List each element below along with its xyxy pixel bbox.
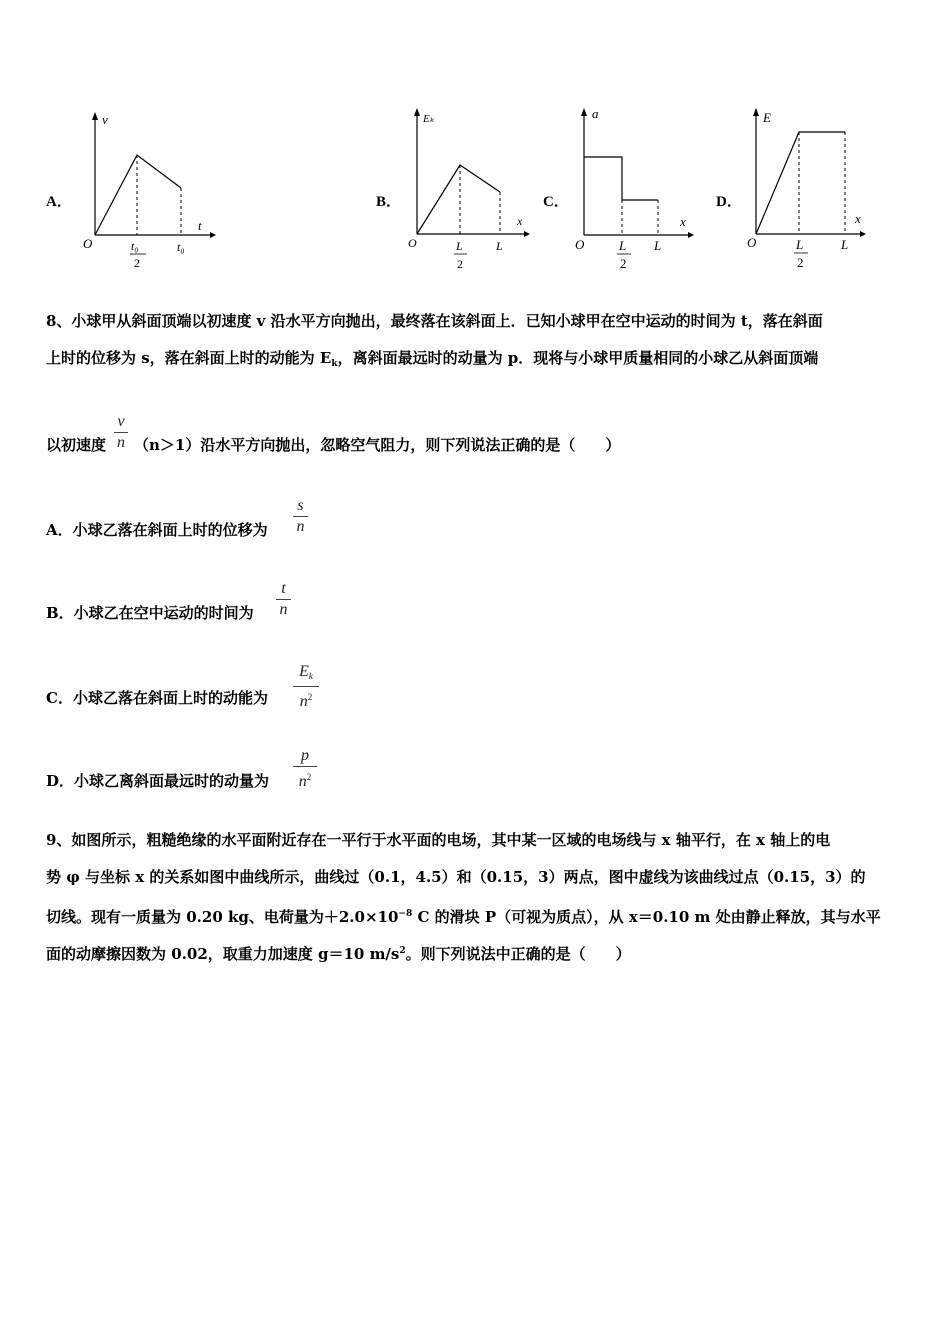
q8-line-2: 上时的位移为 s，落在斜面上时的动能为 $E_k$，离斜面最远时的动量为 p．现将与小球甲质量相同的小球乙从斜面顶端	[46, 349, 819, 369]
graph-d-tick1-den: 2	[797, 255, 804, 270]
q8-line-1: 8、小球甲从斜面顶端以初速度 v 沿水平方向抛出，最终落在该斜面上．已知小球甲在空中运动的时间为 t，落在斜面	[46, 312, 823, 330]
option-c-label: C．	[543, 194, 569, 210]
graph-d-yaxis: E	[763, 110, 771, 125]
option-d-label: D．	[716, 194, 742, 210]
q9-line-3: 切线。现有一质量为 0.20 kg、电荷量为$+2.0\times 10^{-8}$ C 的滑块 P（可视为质点），从 x＝0.10 m 处由静止释放，其与水平	[46, 908, 881, 926]
graph-a-origin: O	[83, 236, 93, 251]
graph-c-tick2: L	[654, 238, 662, 253]
graph-d-origin: O	[747, 235, 757, 250]
graph-b	[400, 102, 535, 274]
option-a-label: A．	[46, 194, 72, 210]
q9-line-4: 面的动摩擦因数为 0.02，取重力加速度 g＝10 $m/s^2$。则下列说法中正确的是（ ）	[46, 945, 631, 963]
q8-fraction-v-over-n: v n	[114, 413, 128, 452]
graph-b-tick1-den: 2	[457, 257, 463, 271]
graph-d	[742, 102, 872, 274]
graph-d-tick1-num: L	[796, 237, 804, 252]
graph-c-tick1-num: L	[619, 238, 627, 253]
graph-a-xaxis: t	[198, 218, 202, 233]
q8-option-a: A．小球乙落在斜面上时的位移为	[46, 521, 268, 539]
graph-a	[80, 108, 220, 273]
graph-a-yaxis: v	[102, 112, 108, 127]
graph-a-tick2: t₀	[177, 240, 185, 254]
graph-a-tick1-den: 2	[134, 256, 140, 270]
graph-c	[570, 100, 700, 274]
graph-d-xaxis: x	[855, 211, 861, 226]
graph-b-xaxis: x	[517, 214, 523, 228]
q8-option-b: B．小球乙在空中运动的时间为	[46, 604, 254, 622]
graph-c-xaxis: x	[680, 214, 686, 229]
q8-option-d: D．小球乙离斜面最远时的动量为	[46, 772, 270, 790]
graph-d-tick2: L	[841, 237, 849, 252]
q8-option-c: C．小球乙落在斜面上时的动能为	[46, 689, 268, 707]
q8-option-c-fraction: $E_k$ $n^2$	[293, 663, 319, 711]
option-b-label: B．	[376, 194, 402, 210]
graph-b-yaxis: Eₖ	[423, 113, 435, 125]
graph-b-origin: O	[408, 236, 417, 250]
q9-line-2: 势 φ 与坐标 x 的关系如图中曲线所示，曲线过（0.1，4.5）和（0.15，3）两点，图中虚线为该曲线过点（0.15，3）的	[46, 868, 866, 886]
graph-c-yaxis: a	[592, 106, 599, 121]
graph-c-origin: O	[575, 237, 585, 252]
graph-b-tick2: L	[496, 239, 503, 253]
q8-line-3: 以初速度 （n＞1）沿水平方向抛出，忽略空气阻力，则下列说法正确的是（ ）	[46, 436, 621, 454]
graph-c-tick1-den: 2	[620, 256, 627, 271]
q8-option-d-fraction: p $n^2$	[293, 747, 317, 791]
q8-option-a-fraction: s n	[293, 497, 308, 536]
q9-line-1: 9、如图所示，粗糙绝缘的水平面附近存在一平行于水平面的电场，其中某一区域的电场线与 x 轴平行，在 x 轴上的电	[46, 831, 831, 849]
graph-b-tick1-num: L	[456, 239, 463, 253]
graph-a-tick1-num: t₀	[131, 239, 139, 253]
q8-option-b-fraction: t n	[276, 580, 291, 619]
